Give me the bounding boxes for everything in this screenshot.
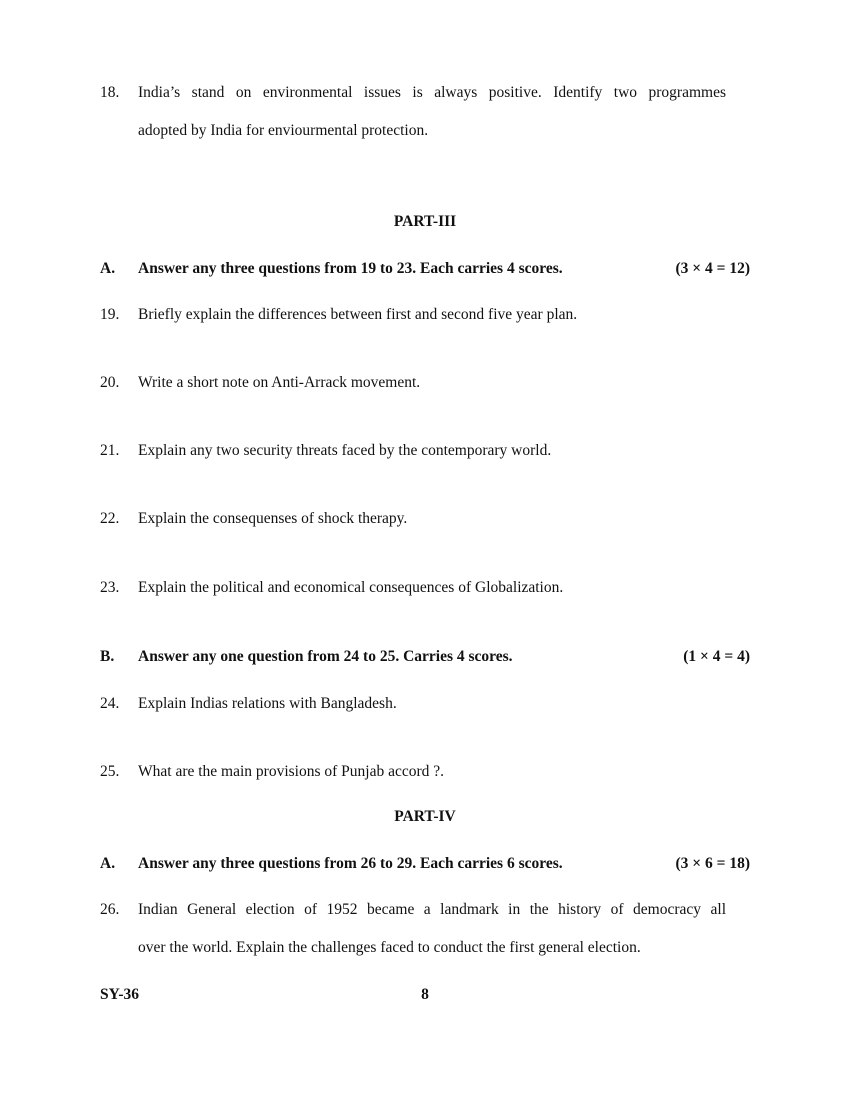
question-number: 25.	[100, 763, 120, 780]
question-text: Explain the political and economical consequences of Globalization.	[138, 579, 564, 596]
section-letter: A.	[100, 855, 116, 872]
question-text: Briefly explain the differences between first and second five year plan.	[138, 306, 578, 323]
question-number: 26.	[100, 901, 120, 918]
question-text: Explain Indias relations with Bangladesh.	[138, 695, 397, 712]
question-number: 24.	[100, 695, 120, 712]
section-letter: B.	[100, 648, 115, 665]
paper-code: SY-36	[100, 986, 140, 1003]
instruction-text: Answer any one question from 24 to 25. Carries 4 scores.	[138, 648, 513, 665]
section-letter: A.	[100, 260, 116, 277]
part-iii-heading: PART-III	[393, 213, 457, 230]
question-text-line-2: over the world. Explain the challenges faced to conduct the first general election.	[138, 939, 641, 956]
question-text: Explain the consequenses of shock therapy.	[138, 510, 408, 527]
marks-allocation: (3 × 6 = 18)	[675, 855, 750, 872]
question-number: 18.	[100, 84, 120, 101]
instruction-text: Answer any three questions from 19 to 23. Each carries 4 scores.	[138, 260, 563, 277]
question-text: Write a short note on Anti-Arrack movement.	[138, 374, 421, 391]
question-text-line-1: India’s stand on environmental issues is always positive. Identify two programmes	[138, 84, 726, 101]
question-number: 22.	[100, 510, 120, 527]
question-number: 19.	[100, 306, 120, 323]
instruction-text: Answer any three questions from 26 to 29. Each carries 6 scores.	[138, 855, 563, 872]
question-text: What are the main provisions of Punjab accord ?.	[138, 763, 445, 780]
page-number: 8	[421, 986, 429, 1003]
question-number: 21.	[100, 442, 120, 459]
part-iv-heading: PART-IV	[394, 808, 456, 825]
marks-allocation: (1 × 4 = 4)	[683, 648, 750, 665]
question-text: Explain any two security threats faced by the contemporary world.	[138, 442, 552, 459]
question-text-line-2: adopted by India for enviourmental protection.	[138, 122, 429, 139]
question-number: 23.	[100, 579, 120, 596]
question-number: 20.	[100, 374, 120, 391]
question-text-line-1: Indian General election of 1952 became a landmark in the history of democracy all	[138, 901, 726, 918]
marks-allocation: (3 × 4 = 12)	[675, 260, 750, 277]
